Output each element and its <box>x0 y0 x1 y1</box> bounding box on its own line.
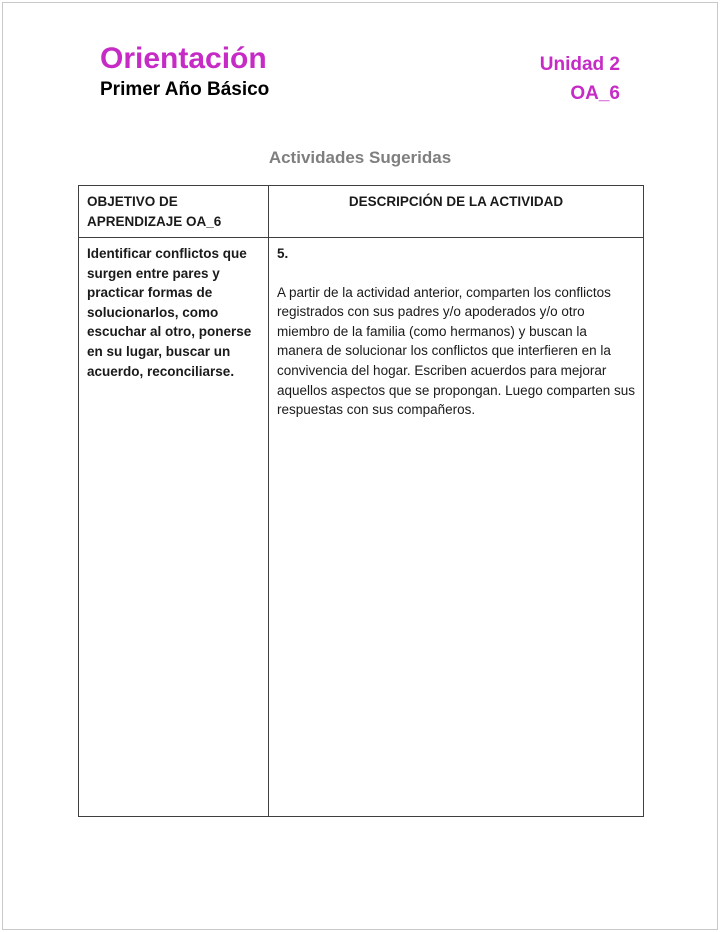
objective-text: Identificar conflictos que surgen entre pares y practicar formas de solucionarlos, como escuchar al otro, ponerse en su lugar, buscar un acuerdo, reconciliarse. <box>87 246 252 379</box>
column-header-description: DESCRIPCIÓN DE LA ACTIVIDAD <box>269 186 644 238</box>
table-header-row <box>79 186 644 238</box>
document-header <box>100 42 620 106</box>
activities-table <box>78 185 644 817</box>
oa-code-label: OA_6 <box>570 82 620 104</box>
document-title: Orientación <box>100 42 267 75</box>
section-title: Actividades Sugeridas <box>268 148 452 167</box>
column-header-objective: OBJETIVO DE APRENDIZAJE OA_6 <box>79 186 269 238</box>
document-subtitle: Primer Año Básico <box>100 79 270 100</box>
activity-description: A partir de la actividad anterior, comparten los conflictos registrados con sus padres y/o apoderados y/o otro miembro de la familia (como hermanos) y buscan la manera de solucionar los conflictos que interfieren en la convivencia del hogar. Escriben acuerdos para mejorar aquellos aspectos que se propongan. Luego comparten sus respuestas con sus compañeros. <box>277 284 636 418</box>
header-right-block <box>540 42 620 106</box>
table-body-row <box>79 238 644 817</box>
description-cell <box>269 238 644 817</box>
header-left-block <box>100 42 269 101</box>
objective-cell <box>79 238 269 817</box>
unit-label: Unidad 2 <box>539 54 620 75</box>
activity-number: 5. <box>277 246 289 262</box>
